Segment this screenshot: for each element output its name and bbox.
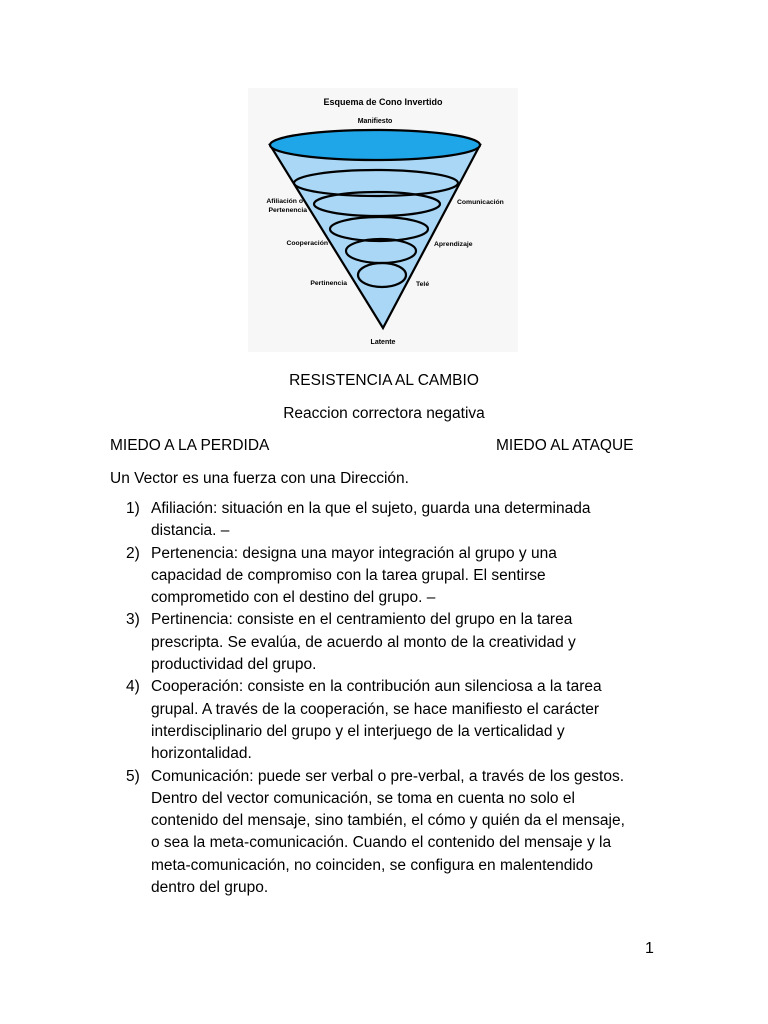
list-item-line: Comunicación: puede ser verbal o pre-verbal, a través de los gestos. xyxy=(151,767,624,785)
list-item xyxy=(110,543,690,610)
label-manifiesto: Manifiesto xyxy=(357,118,393,125)
vector-definition: Un Vector es una fuerza con una Dirección. xyxy=(110,470,409,487)
label-pertinencia: Pertinencia xyxy=(310,280,347,287)
list-item-line: grupal. A través de la cooperación, se hace manifiesto el carácter xyxy=(151,700,600,718)
list-item-number: 2) xyxy=(126,544,140,562)
page-number: 1 xyxy=(645,940,654,957)
label-cooperacion: Cooperación xyxy=(286,240,328,247)
list-item-line: comprometido con el destino del grupo. – xyxy=(151,589,436,607)
inverted-cone-svg xyxy=(248,88,518,352)
list-item-line: capacidad de compromiso con la tarea grupal. El sentirse xyxy=(151,566,546,584)
list-item-line: Dentro del vector comunicación, se toma en cuenta no solo el xyxy=(151,789,575,807)
label-tele: Telé xyxy=(416,281,430,288)
cone-body xyxy=(270,145,480,328)
list-item-number: 4) xyxy=(126,678,140,696)
list-item-line: Pertenencia: designa una mayor integración al grupo y una xyxy=(151,544,557,562)
list-item-line: productividad del grupo. xyxy=(151,656,317,674)
list-item-number: 3) xyxy=(126,611,140,629)
list-item-line: interdisciplinario del grupo y el interjuego de la verticalidad y xyxy=(151,722,565,740)
label-aprendizaje: Aprendizaje xyxy=(434,241,473,248)
list-item-line: horizontalidad. xyxy=(151,745,252,763)
list-item xyxy=(110,609,690,676)
cone-rim xyxy=(270,130,480,160)
section-subheading: Reaccion correctora negativa xyxy=(283,405,485,422)
list-item-line: o sea la meta-comunicación. Cuando el contenido del mensaje y la xyxy=(151,834,612,852)
vector-list xyxy=(110,498,690,899)
list-item-line: distancia. – xyxy=(151,522,230,540)
list-item xyxy=(110,766,690,900)
right-term: MIEDO AL ATAQUE xyxy=(496,437,634,454)
left-term: MIEDO A LA PERDIDA xyxy=(110,437,270,454)
list-item-number: 1) xyxy=(126,500,140,517)
list-item-line: contenido del mensaje, sino también, el cómo y quién da el mensaje, xyxy=(151,812,625,830)
section-heading: RESISTENCIA AL CAMBIO xyxy=(289,372,479,389)
list-item-line: Cooperación: consiste en la contribución aun silenciosa a la tarea xyxy=(151,678,602,696)
label-pertenencia: Pertenencia xyxy=(268,207,307,214)
cone-diagram xyxy=(248,88,518,352)
list-item-line: dentro del grupo. xyxy=(151,879,269,897)
list-item xyxy=(110,498,690,543)
label-afiliacion: Afiliación o xyxy=(266,198,303,205)
label-comunicacion: Comunicación xyxy=(457,199,504,206)
list-item-line: Pertinencia: consiste en el centramiento del grupo en la tarea xyxy=(151,611,573,629)
list-item-line: prescripta. Se evalúa, de acuerdo al monto de la creatividad y xyxy=(151,633,576,651)
label-latente: Latente xyxy=(370,339,396,346)
list-item-line: meta-comunicación, no coinciden, se configura en malentendido xyxy=(151,856,594,874)
list-item-line: Afiliación: situación en la que el sujeto, guarda una determinada xyxy=(151,500,591,517)
diagram-title: Esquema de Cono Invertido xyxy=(323,97,443,107)
list-item-number: 5) xyxy=(126,767,140,785)
list-item xyxy=(110,676,690,765)
